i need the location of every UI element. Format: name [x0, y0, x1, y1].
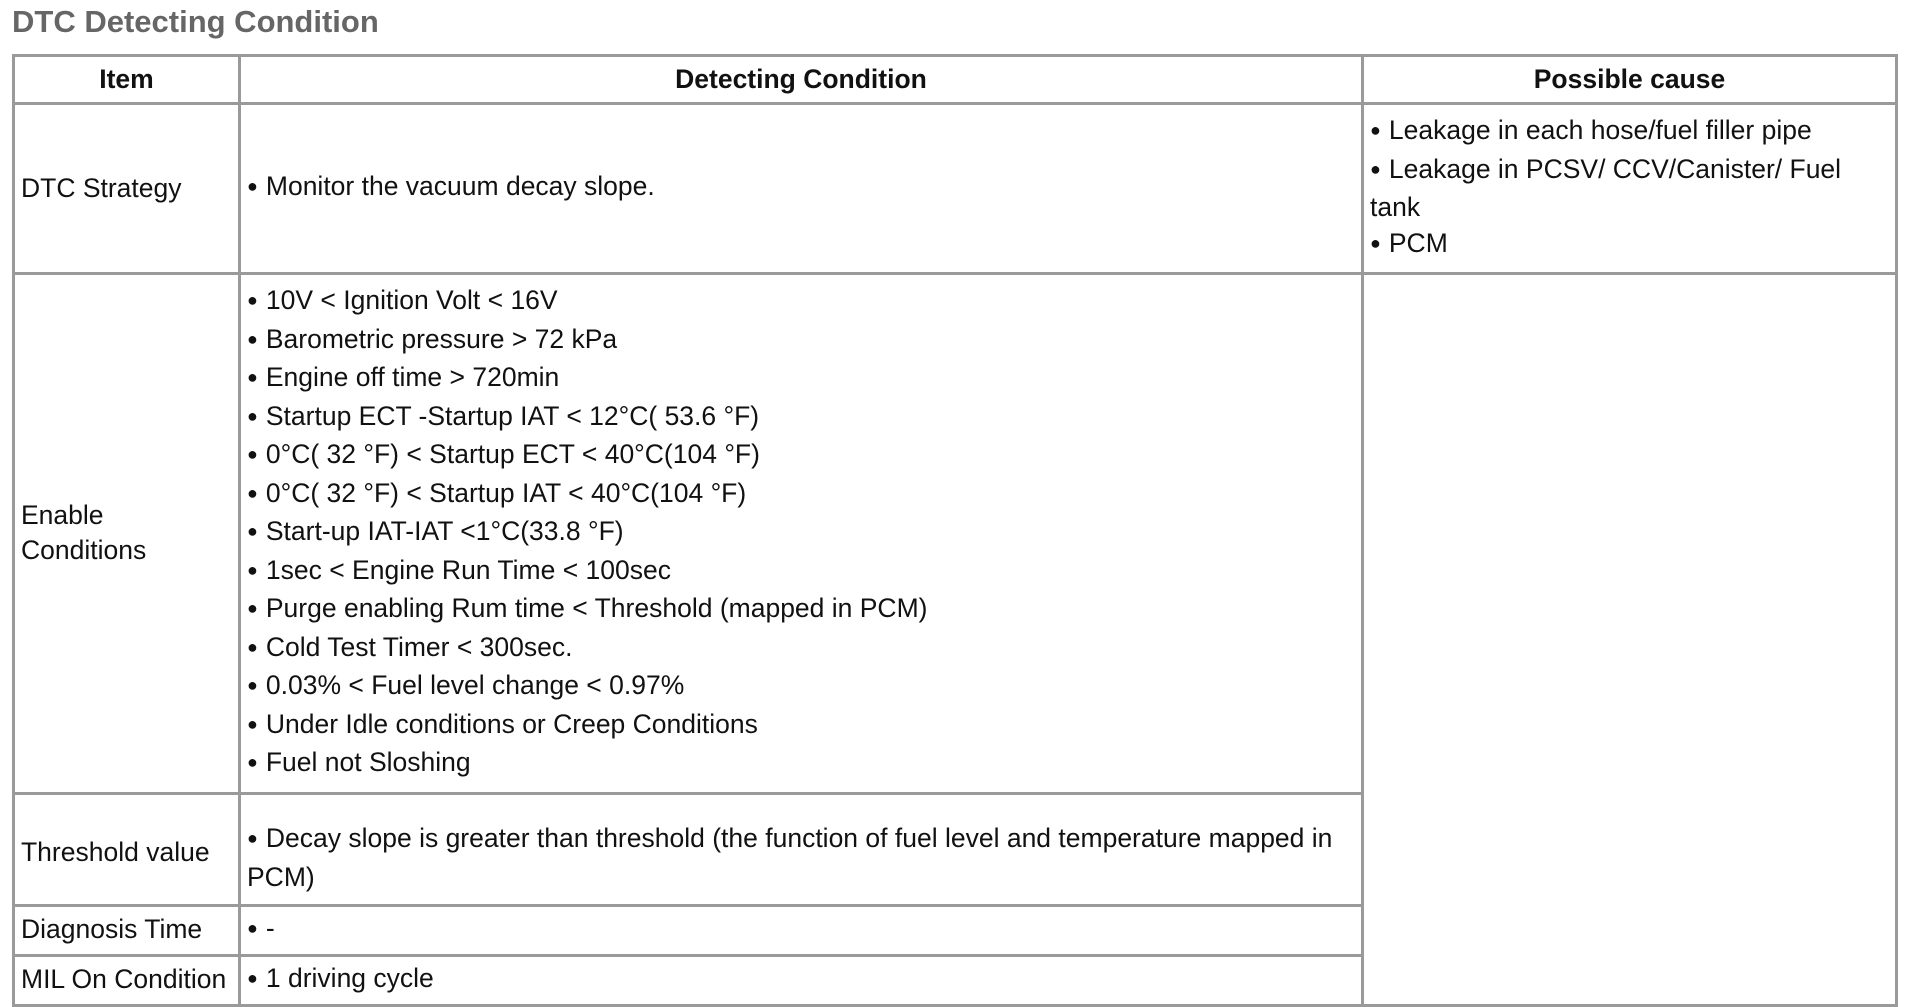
header-item: Item	[14, 56, 240, 104]
condition-bullet: ● 0°C( 32 °F) < Startup ECT < 40°C(104 °F)	[247, 437, 1355, 476]
condition-bullet: ● Fuel not Sloshing	[247, 745, 1355, 784]
condition-diagnosis-time	[240, 905, 1363, 955]
condition-bullet: ● Purge enabling Rum time < Threshold (mapped in PCM)	[247, 591, 1355, 630]
row-enable-conditions	[14, 274, 1897, 794]
condition-bullet: ● Startup ECT -Startup IAT < 12°C( 53.6 °F)	[247, 399, 1355, 438]
condition-bullet: ● Start-up IAT-IAT <1°C(33.8 °F)	[247, 514, 1355, 553]
condition-bullet: ● 1sec < Engine Run Time < 100sec	[247, 553, 1355, 592]
condition-bullet: ● 0°C( 32 °F) < Startup IAT < 40°C(104 °F)	[247, 476, 1355, 515]
item-threshold-value: Threshold value	[14, 793, 240, 905]
item-dtc-strategy: DTC Strategy	[14, 104, 240, 274]
header-detecting-condition: Detecting Condition	[240, 56, 1363, 104]
item-enable-line1: Enable	[21, 499, 104, 530]
header-possible-cause: Possible cause	[1363, 56, 1897, 104]
item-enable-line2: Conditions	[21, 535, 147, 566]
condition-bullet: ● 1 driving cycle	[247, 961, 1355, 1000]
item-enable-conditions	[14, 274, 240, 794]
condition-enable-conditions	[240, 274, 1363, 794]
condition-dtc-strategy	[240, 104, 1363, 274]
condition-bullet: ● Cold Test Timer < 300sec.	[247, 630, 1355, 669]
condition-bullet: ● 10V < Ignition Volt < 16V	[247, 283, 1355, 322]
cause-bullet: ● PCM	[1370, 226, 1889, 265]
row-dtc-strategy	[14, 104, 1897, 274]
condition-threshold-value	[240, 793, 1363, 905]
possible-cause-cell	[1363, 104, 1897, 274]
dtc-table	[12, 54, 1898, 1007]
item-mil-on-condition: MIL On Condition	[14, 955, 240, 1005]
cause-bullet: ● Leakage in each hose/fuel filler pipe	[1370, 113, 1889, 152]
header-row	[14, 56, 1897, 104]
page-title: DTC Detecting Condition	[12, 4, 379, 39]
condition-bullet: ● -	[247, 911, 1355, 950]
cause-bullet: ● Leakage in PCSV/ CCV/Canister/ Fuel tank	[1370, 152, 1889, 226]
condition-bullet: ● Engine off time > 720min	[247, 360, 1355, 399]
condition-bullet: ● Monitor the vacuum decay slope.	[247, 169, 1355, 208]
condition-bullet: ● Under Idle conditions or Creep Conditions	[247, 707, 1355, 746]
condition-bullet: ● Decay slope is greater than threshold (the function of fuel level and temperature mapped in PCM)	[247, 821, 1355, 895]
condition-bullet: ● Barometric pressure > 72 kPa	[247, 322, 1355, 361]
condition-bullet: ● 0.03% < Fuel level change < 0.97%	[247, 668, 1355, 707]
item-diagnosis-time: Diagnosis Time	[14, 905, 240, 955]
possible-cause-empty-cell	[1363, 274, 1897, 1006]
